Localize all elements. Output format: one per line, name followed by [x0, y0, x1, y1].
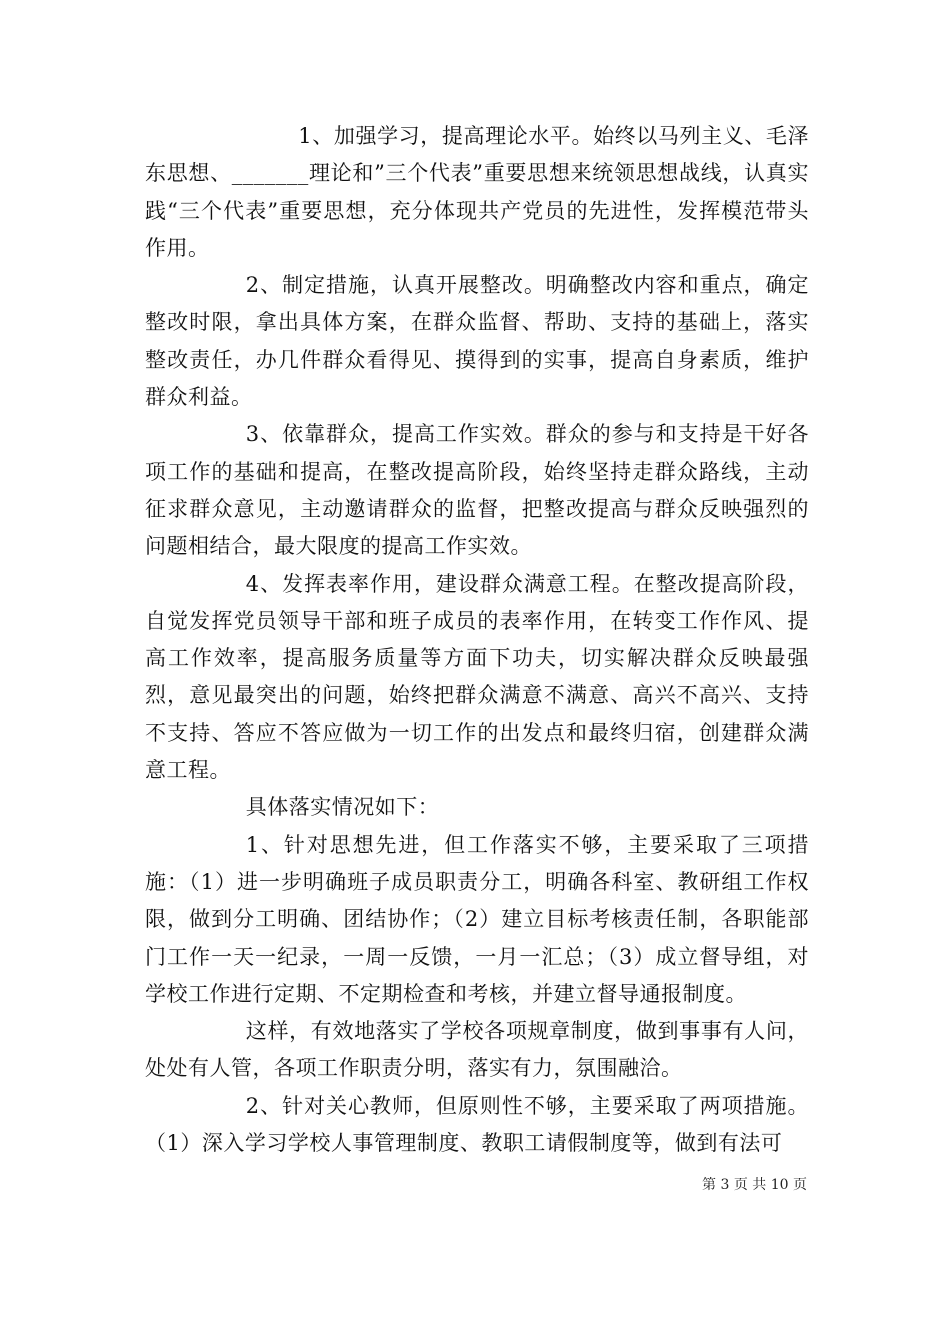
- document-body: [145, 118, 809, 1162]
- paragraph-strengthen-study: 1、加强学习，提高理论水平。始终以马列主义、毛泽东思想、_______理论和”三个代表”重要思想来统领思想战线，认真实践“三个代表”重要思想，充分体现共产党员的先进性，发挥模范带头作用。: [145, 124, 809, 260]
- paragraph-rectification-measures: 2、制定措施，认真开展整改。明确整改内容和重点，确定整改时限，拿出具体方案，在群众监督、帮助、支持的基础上，落实整改责任，办几件群众看得见、摸得到的实事，提高自身素质，维护群众利益。: [145, 273, 809, 410]
- page-number-footer: 第 3 页 共 10 页: [702, 1177, 807, 1193]
- paragraph-three-measures: 1、针对思想先进，但工作落实不够，主要采取了三项措施：（1）进一步明确班子成员职责分工，明确各科室、教研组工作权限，做到分工明确、团结协作；（2）建立目标考核责任制，各职能部门工作一天一纪录，一周一反馈，一月一汇总；（3）成立督导组，对学校工作进行定期、不定期检查和考核，并建立督导通报制度。: [145, 832, 809, 1006]
- paragraph-effect: 这样，有效地落实了学校各项规章制度，做到事事有人问，处处有人管，各项工作职责分明，落实有力，氛围融洽。: [145, 1019, 809, 1081]
- paragraph-implementation-heading: 具体落实情况如下：: [245, 795, 440, 820]
- paragraph-exemplary-role: 4、发挥表率作用，建设群众满意工程。在整改提高阶段，自觉发挥党员领导干部和班子成员的表率作用，在转变工作作风、提高工作效率，提高服务质量等方面下功夫，切实解决群众反映最强烈，意见最突出的问题，始终把群众满意不满意、高兴不高兴、支持不支持、答应不答应做为一切工作的出发点和最终归宿，创建群众满意工程。: [145, 571, 809, 783]
- paragraph-rely-on-masses: 3、依靠群众，提高工作实效。群众的参与和支持是干好各项工作的基础和提高，在整改提高阶段，始终坚持走群众路线，主动征求群众意见，主动邀请群众的监督，把整改提高与群众反映强烈的问题相结合，最大限度的提高工作实效。: [145, 422, 809, 559]
- paragraph-two-measures: 2、针对关心教师，但原则性不够，主要采取了两项措施。（1）深入学习学校人事管理制度、教职工请假制度等，做到有法可: [145, 1093, 809, 1156]
